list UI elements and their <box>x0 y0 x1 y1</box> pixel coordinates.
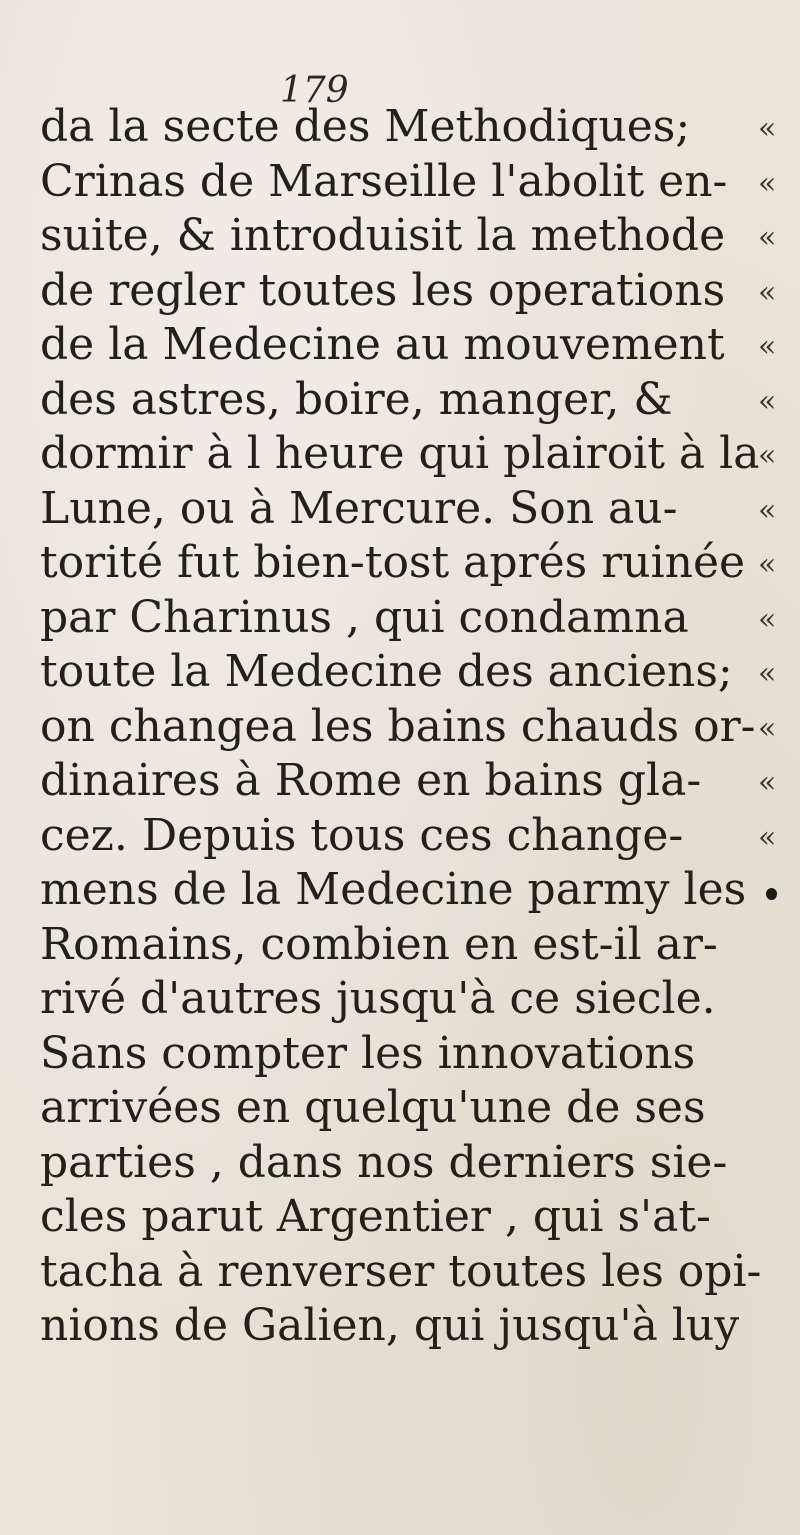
margin-quote-marks <box>758 102 788 865</box>
quote-mark: « <box>758 819 777 855</box>
text-line: Sans compter les innovations <box>40 1027 696 1079</box>
quote-mark: « <box>758 547 777 582</box>
body-text <box>40 100 762 1354</box>
text-line: da la secte des Methodiques; <box>40 101 691 152</box>
text-line: suite, & introduisit la methode <box>40 210 726 261</box>
text-line: parties , dans nos derniers sie- <box>40 1136 728 1188</box>
text-line: de la Medecine au mouvement <box>40 319 725 370</box>
quote-mark: « <box>758 765 777 800</box>
quote-mark: « <box>758 492 777 528</box>
text-line: tacha à renverser toutes les opi- <box>40 1245 762 1297</box>
quote-mark: « <box>758 220 777 255</box>
text-line: torité fut bien-tost aprés ruinée <box>40 537 746 588</box>
ink-blot <box>766 888 777 900</box>
text-line: mens de la Medecine parmy les <box>40 864 747 915</box>
quote-mark: « <box>758 710 777 746</box>
text-line: toute la Medecine des anciens; <box>40 646 733 697</box>
text-line: de regler toutes les operations <box>40 264 726 316</box>
text-line: arrivées en quelqu'une de ses <box>40 1082 706 1133</box>
quote-mark: « <box>758 601 777 637</box>
quote-mark: « <box>758 165 777 201</box>
text-line: nions de Galien, qui jusqu'à luy <box>40 1300 740 1351</box>
text-line: Lune, ou à Mercure. Son au- <box>40 482 678 534</box>
text-line: dinaires à Rome en bains gla- <box>40 755 702 806</box>
text-line: dormir à l heure qui plairoit à la <box>40 428 760 479</box>
quote-mark: « <box>758 656 777 691</box>
quote-mark: « <box>758 111 777 146</box>
text-line: Crinas de Marseille l'abolit en- <box>40 155 728 207</box>
text-line: on changea les bains chauds or- <box>40 700 756 752</box>
text-line: rivé d'autres jusqu'à ce siecle. <box>40 973 716 1024</box>
text-line: cles parut Argentier , qui s'at- <box>40 1191 711 1242</box>
text-line: cez. Depuis tous ces change- <box>40 809 684 861</box>
page-number: 179 <box>280 70 349 111</box>
text-line: par Charinus , qui condamna <box>40 591 689 643</box>
text-line: des astres, boire, manger, & <box>40 373 673 425</box>
quote-mark: « <box>758 329 777 364</box>
quote-mark: « <box>758 274 777 310</box>
quote-mark: « <box>758 383 777 419</box>
text-line: Romains, combien en est-il ar- <box>40 918 718 970</box>
quote-mark: « <box>758 438 777 473</box>
